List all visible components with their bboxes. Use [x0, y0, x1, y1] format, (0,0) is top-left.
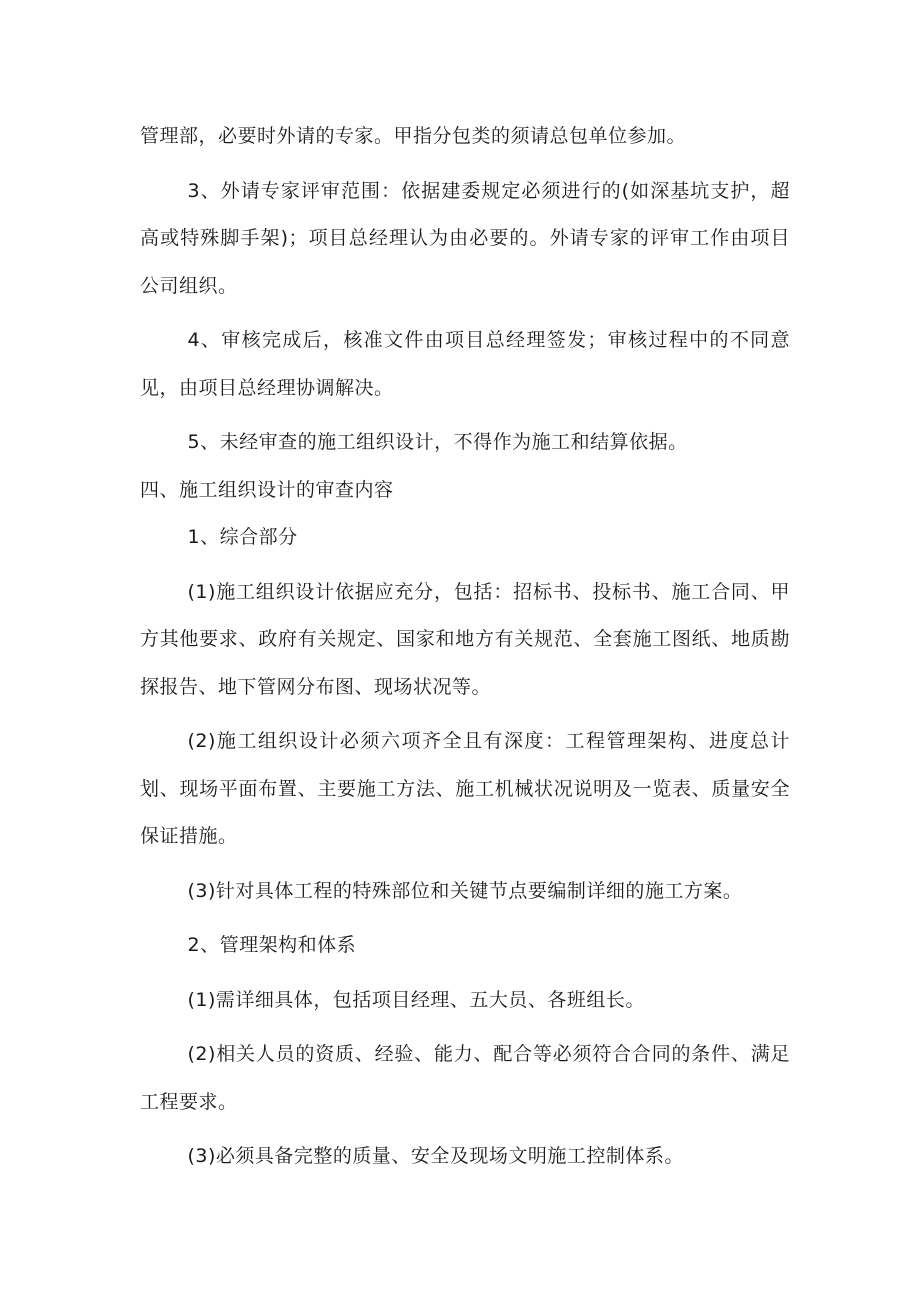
document-body	[140, 113, 790, 1181]
paragraph-2-3: (3)必须具备完整的质量、安全及现场文明施工控制体系。	[187, 1145, 684, 1167]
subsection-heading-2: 2、管理架构和体系	[187, 934, 357, 956]
subsection-heading-1: 1、综合部分	[187, 526, 298, 548]
paragraph-1-1: (1)施工组织设计依据应充分，包括：招标书、投标书、施工合同、甲方其他要求、政府有关规定、国家和地方有关规范、全套施工图纸、地质勘探报告、地下管网分布图、现场状况等。	[140, 580, 790, 698]
paragraph-2-1: (1)需详细具体，包括项目经理、五大员、各班组长。	[187, 988, 645, 1011]
paragraph-1-2: (2)施工组织设计必须六项齐全且有深度：工程管理架构、进度总计划、现场平面布置、主要施工方法、施工机械状况说明及一览表、质量安全保证措施。	[140, 730, 790, 847]
paragraph-1-3: (3)针对具体工程的特殊部位和关键节点要编制详细的施工方案。	[187, 879, 743, 902]
section-heading: 四、施工组织设计的审查内容	[140, 478, 394, 501]
paragraph-item-3: 3、外请专家评审范围：依据建委规定必须进行的(如深基坑支护，超高或特殊脚手架)；项目总经理认为由必要的。外请专家的评审工作由项目公司组织。	[140, 179, 790, 297]
paragraph-item-4: 4、审核完成后，核准文件由项目总经理签发；审核过程中的不同意见，由项目总经理协调解决。	[140, 329, 790, 399]
paragraph-2-2: (2)相关人员的资质、经验、能力、配合等必须符合合同的条件、满足工程要求。	[140, 1043, 790, 1113]
paragraph-continuation: 管理部，必要时外请的专家。甲指分包类的须请总包单位参加。	[140, 125, 687, 147]
paragraph-item-5: 5、未经审查的施工组织设计，不得作为施工和结算依据。	[187, 431, 688, 453]
